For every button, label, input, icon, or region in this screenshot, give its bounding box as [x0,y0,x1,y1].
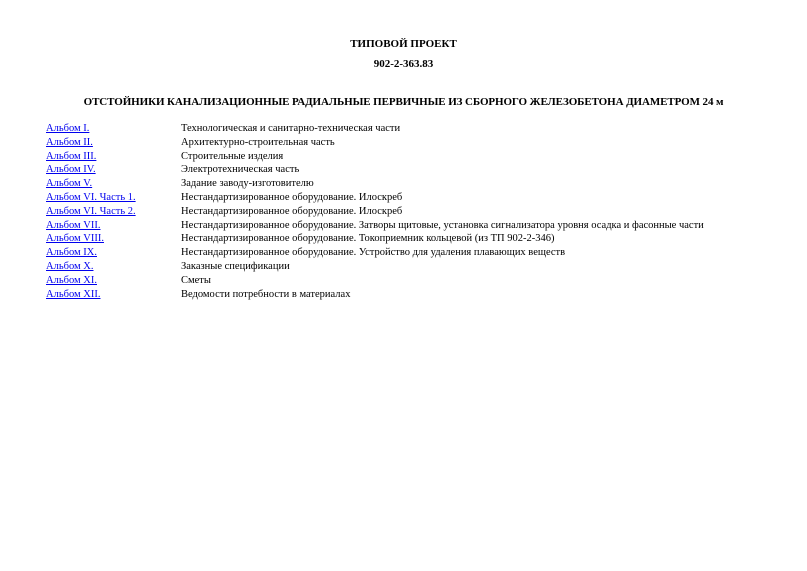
album-6-part-2-link[interactable]: Альбом VI. Часть 2. [46,205,136,217]
album-row-2 [46,136,786,150]
album-row-3 [46,150,786,164]
album-row-4 [46,163,786,177]
project-subtitle: ОТСТОЙНИКИ КАНАЛИЗАЦИОННЫЕ РАДИАЛЬНЫЕ ПЕРВИЧНЫЕ ИЗ СБОРНОГО ЖЕЛЕЗОБЕТОНА ДИАМЕТРОМ 24 м [83,96,724,108]
album-row-1 [46,122,786,136]
document-title: ТИПОВОЙ ПРОЕКТ [350,38,457,50]
album-2-link[interactable]: Альбом II. [46,136,93,148]
album-11-description: Сметы [181,274,211,286]
album-3-link[interactable]: Альбом III. [46,150,97,162]
album-row-7 [46,205,786,219]
album-6-part-2-description: Нестандартизированное оборудование. Илоскреб [181,205,403,217]
album-list [46,122,786,301]
album-9-description: Нестандартизированное оборудование. Устройство для удаления плавающих веществ [181,247,566,259]
album-1-link[interactable]: Альбом I. [46,123,90,134]
album-row-13 [46,288,786,302]
album-5-description: Задание заводу-изготовителю [181,178,314,190]
album-4-link[interactable]: Альбом IV. [46,164,96,176]
album-row-11 [46,260,786,274]
album-3-description: Строительные изделия [181,150,284,162]
album-row-6 [46,191,786,205]
album-12-link[interactable]: Альбом XII. [46,288,101,300]
album-7-description: Нестандартизированное оборудование. Затворы щитовые, установка сигнализатора уровня осадка и фасонные части [181,219,704,231]
album-7-link[interactable]: Альбом VII. [46,219,101,231]
album-5-link[interactable]: Альбом V. [46,178,93,190]
album-2-description: Архитектурно-строительная часть [181,136,335,148]
album-row-10 [46,246,786,260]
album-row-5 [46,177,786,191]
album-8-description: Нестандартизированное оборудование. Токоприемник кольцевой (из ТП 902-2-346) [181,233,555,245]
album-4-description: Электротехническая часть [181,164,300,176]
project-code: 902-2-363.83 [373,58,434,70]
album-1-description: Технологическая и санитарно-техническая части [181,123,401,134]
album-row-8 [46,219,786,233]
album-row-12 [46,274,786,288]
album-10-link[interactable]: Альбом X. [46,260,94,272]
album-6-part-1-description: Нестандартизированное оборудование. Илоскреб [181,191,403,203]
album-12-description: Ведомости потребности в материалах [181,288,351,300]
album-9-link[interactable]: Альбом IX. [46,247,97,259]
album-11-link[interactable]: Альбом XI. [46,274,97,286]
album-8-link[interactable]: Альбом VIII. [46,233,104,245]
album-10-description: Заказные спецификации [181,260,290,272]
album-row-9 [46,232,786,246]
album-6-part-1-link[interactable]: Альбом VI. Часть 1. [46,191,136,203]
